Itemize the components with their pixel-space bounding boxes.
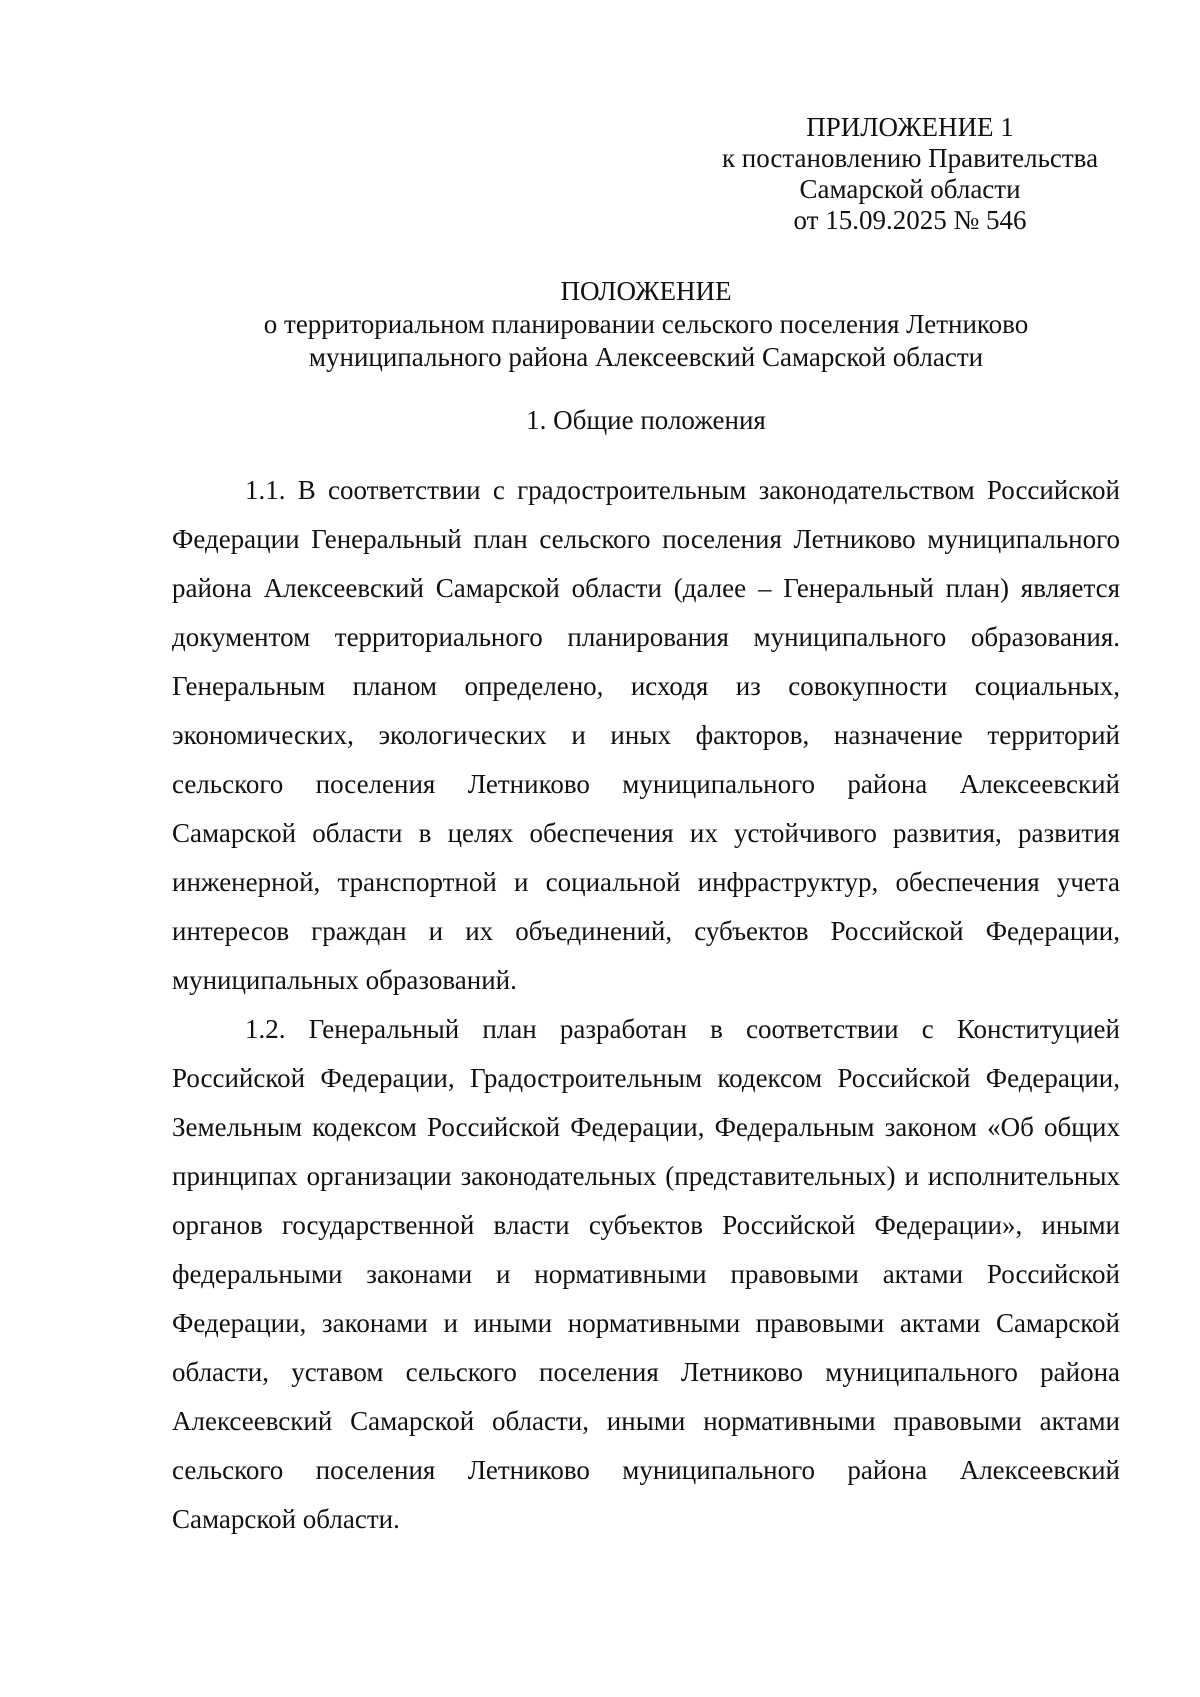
document-subtitle-line-2: муниципального района Алексеевский Самарской области <box>308 342 984 372</box>
attachment-stamp <box>700 112 1120 236</box>
document-subtitle-line-1: о территориальном планировании сельского поселения Летниково <box>263 309 1029 339</box>
attachment-line-date-number: от 15.09.2025 № 546 <box>793 205 1027 235</box>
attachment-title: ПРИЛОЖЕНИЕ 1 <box>806 112 1014 142</box>
section-body <box>172 466 1120 1544</box>
document-title: ПОЛОЖЕНИЕ <box>560 276 732 306</box>
section-heading: 1. Общие положения <box>526 405 766 435</box>
attachment-line-region: Самарской области <box>799 174 1021 204</box>
paragraph-1-2: 1.2. Генеральный план разработан в соответствии с Конституцией Российской Федерации, Градостроительным кодексом Российской Федерации, Земельным кодексом Российской Федерации, Федеральным законом «Об общих принципах организации законодательных (представительных) и исполнительных органов государственной власти субъектов Российской Федерации», иными федеральными законами и нормативными правовыми актами Российской Федерации, законами и иными нормативными правовыми актами Самарской области, уставом сельского поселения Летниково муниципального района Алексеевский Самарской области, иными нормативными правовыми актами сельского поселения Летниково муниципального района Алексеевский Самарской области. <box>172 1014 1120 1534</box>
paragraph-1-1: 1.1. В соответствии с градостроительным законодательством Российской Федерации Генеральный план сельского поселения Летниково муниципального района Алексеевский Самарской области (далее – Генеральный план) является документом территориального планирования муниципального образования. Генеральным планом определено, исходя из совокупности социальных, экономических, экологических и иных факторов, назначение территорий сельского поселения Летниково муниципального района Алексеевский Самарской области в целях обеспечения их устойчивого развития, развития инженерной, транспортной и социальной инфраструктур, обеспечения учета интересов граждан и их объединений, субъектов Российской Федерации, муниципальных образований. <box>172 475 1120 995</box>
document-title-block <box>172 275 1120 374</box>
attachment-line-resolution: к постановлению Правительства <box>721 143 1099 173</box>
